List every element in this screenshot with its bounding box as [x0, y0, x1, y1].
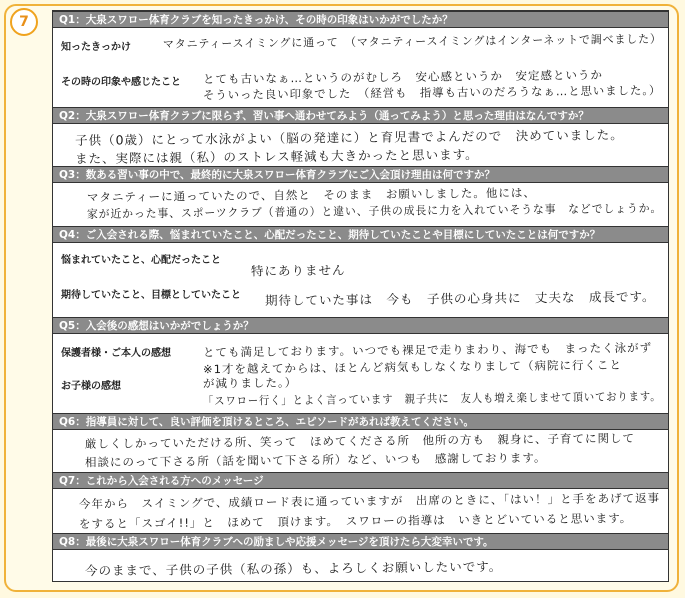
q4-answer-expectations: 期待していた事は 今も 子供の心身共に 丈夫な 成長です。: [264, 288, 656, 309]
q1-answer-impression-line1: とても古いなぁ…というのがむしろ 安心感というか 安定感というか: [202, 67, 604, 87]
q6-answer-line1: 厳しくしかっていただける所、笑って ほめてくださる所 他所の方も 親身に、子育てに関して: [84, 431, 636, 451]
q1-label-impression: その時の印象や感じたこと: [61, 77, 181, 88]
q4-answer-worries: 特にありません: [250, 262, 346, 279]
q5-header: Q5：入会後の感想はいかがでしょうか？: [53, 317, 668, 334]
q1-label-trigger: 知ったきっかけ: [61, 42, 131, 53]
q4-header: Q4：ご入会される際、悩まれていたこと、心配だったこと、期待していたことや目標にしていたことは何ですか？: [53, 226, 668, 243]
q1-answer-trigger: マタニティースイミングに通って （マタニティースイミングはインターネットで調べました）: [162, 31, 662, 51]
q7-answer-line1: 今年から スイミングで、成績ロード表に通っていますが 出席のときに、「はい！」と手をあげて返事: [78, 490, 661, 512]
q3-header: Q3：数ある習い事の中で、最終的に大泉スワロー体育クラブにご入会頂け理由は何ですか？: [53, 166, 668, 183]
q5-label-child: お子様の感想: [61, 381, 121, 392]
q3-answer-line2: 家が近かった事、スポーツクラブ（普通の）と違い、子供の成長に力を入れていそうな事 などでしょうか。: [86, 200, 663, 221]
questionnaire-sheet: [52, 10, 669, 582]
q3-answer-line1: マタニティーに通っていたので、自然と そのまま お願いしました。他には、: [86, 185, 536, 205]
q1-header: Q1：大泉スワロー体育クラブを知ったきっかけ、その時の印象はいかがでしたか？: [53, 11, 668, 28]
q5-answer-line2: ※1才を越えてからは、ほとんど病気もしなくなりまして（病院に行くこと: [202, 357, 623, 377]
q8-answer-line1: 今のままで、子供の子供（私の孫）も、よろしくお願いしたいです。: [84, 558, 503, 579]
q5-answer-line4: 「スワロー行く」とよく言っています 親子共に 友人も増え楽しませて頂いております。: [202, 389, 662, 408]
q4-label-worries: 悩まれていたこと、心配だったこと: [61, 255, 221, 266]
q1-answer-impression-line2: そういった良い印象でした （経営も 指導も古いのだろうなぁ…と思いました。）: [202, 83, 662, 102]
q5-answer-line3: が減りました。）: [202, 375, 298, 391]
q6-header: Q6：指導員に対して、良い評価を頂けるところ、エピソードがあれば教えてください。: [53, 413, 668, 430]
q4-label-expectations: 期待していたこと、目標としていたこと: [61, 290, 241, 301]
q6-answer-line2: 相談にのって下さる所（話を聞いて下さる所）など、いつも 感謝しております。: [84, 450, 547, 470]
q2-answer-line1: 子供（0歳）にとって水泳がよい（脳の発達に）と育児書でよんだので 決めていました。: [74, 127, 624, 148]
q5-answer-line1: とても満足しております。いつでも裸足で走りまわり、海でも まったく泳がず: [202, 340, 653, 360]
q8-header: Q8：最後に大泉スワロー体育クラブへの励ましや応援メッセージを頂けたら大変幸いです。: [53, 533, 668, 550]
q5-label-parent: 保護者様・ご本人の感想: [61, 348, 171, 359]
q2-header: Q2：大泉スワロー体育クラブに限らず、習い事へ通わせてみよう（通ってみよう）と思った理由はなんですか？: [53, 107, 668, 124]
page-number-badge: 7: [10, 8, 38, 36]
q7-header: Q7：これから入会される方へのメッセージ: [53, 472, 668, 489]
q2-answer-line2: また、実際には親（私）のストレス軽減も大きかったと思います。: [74, 146, 479, 167]
q7-answer-line2: をすると「スゴイ!!」と ほめて 頂けます。 スワローの指導は いきとどいていると思います。: [78, 511, 633, 531]
